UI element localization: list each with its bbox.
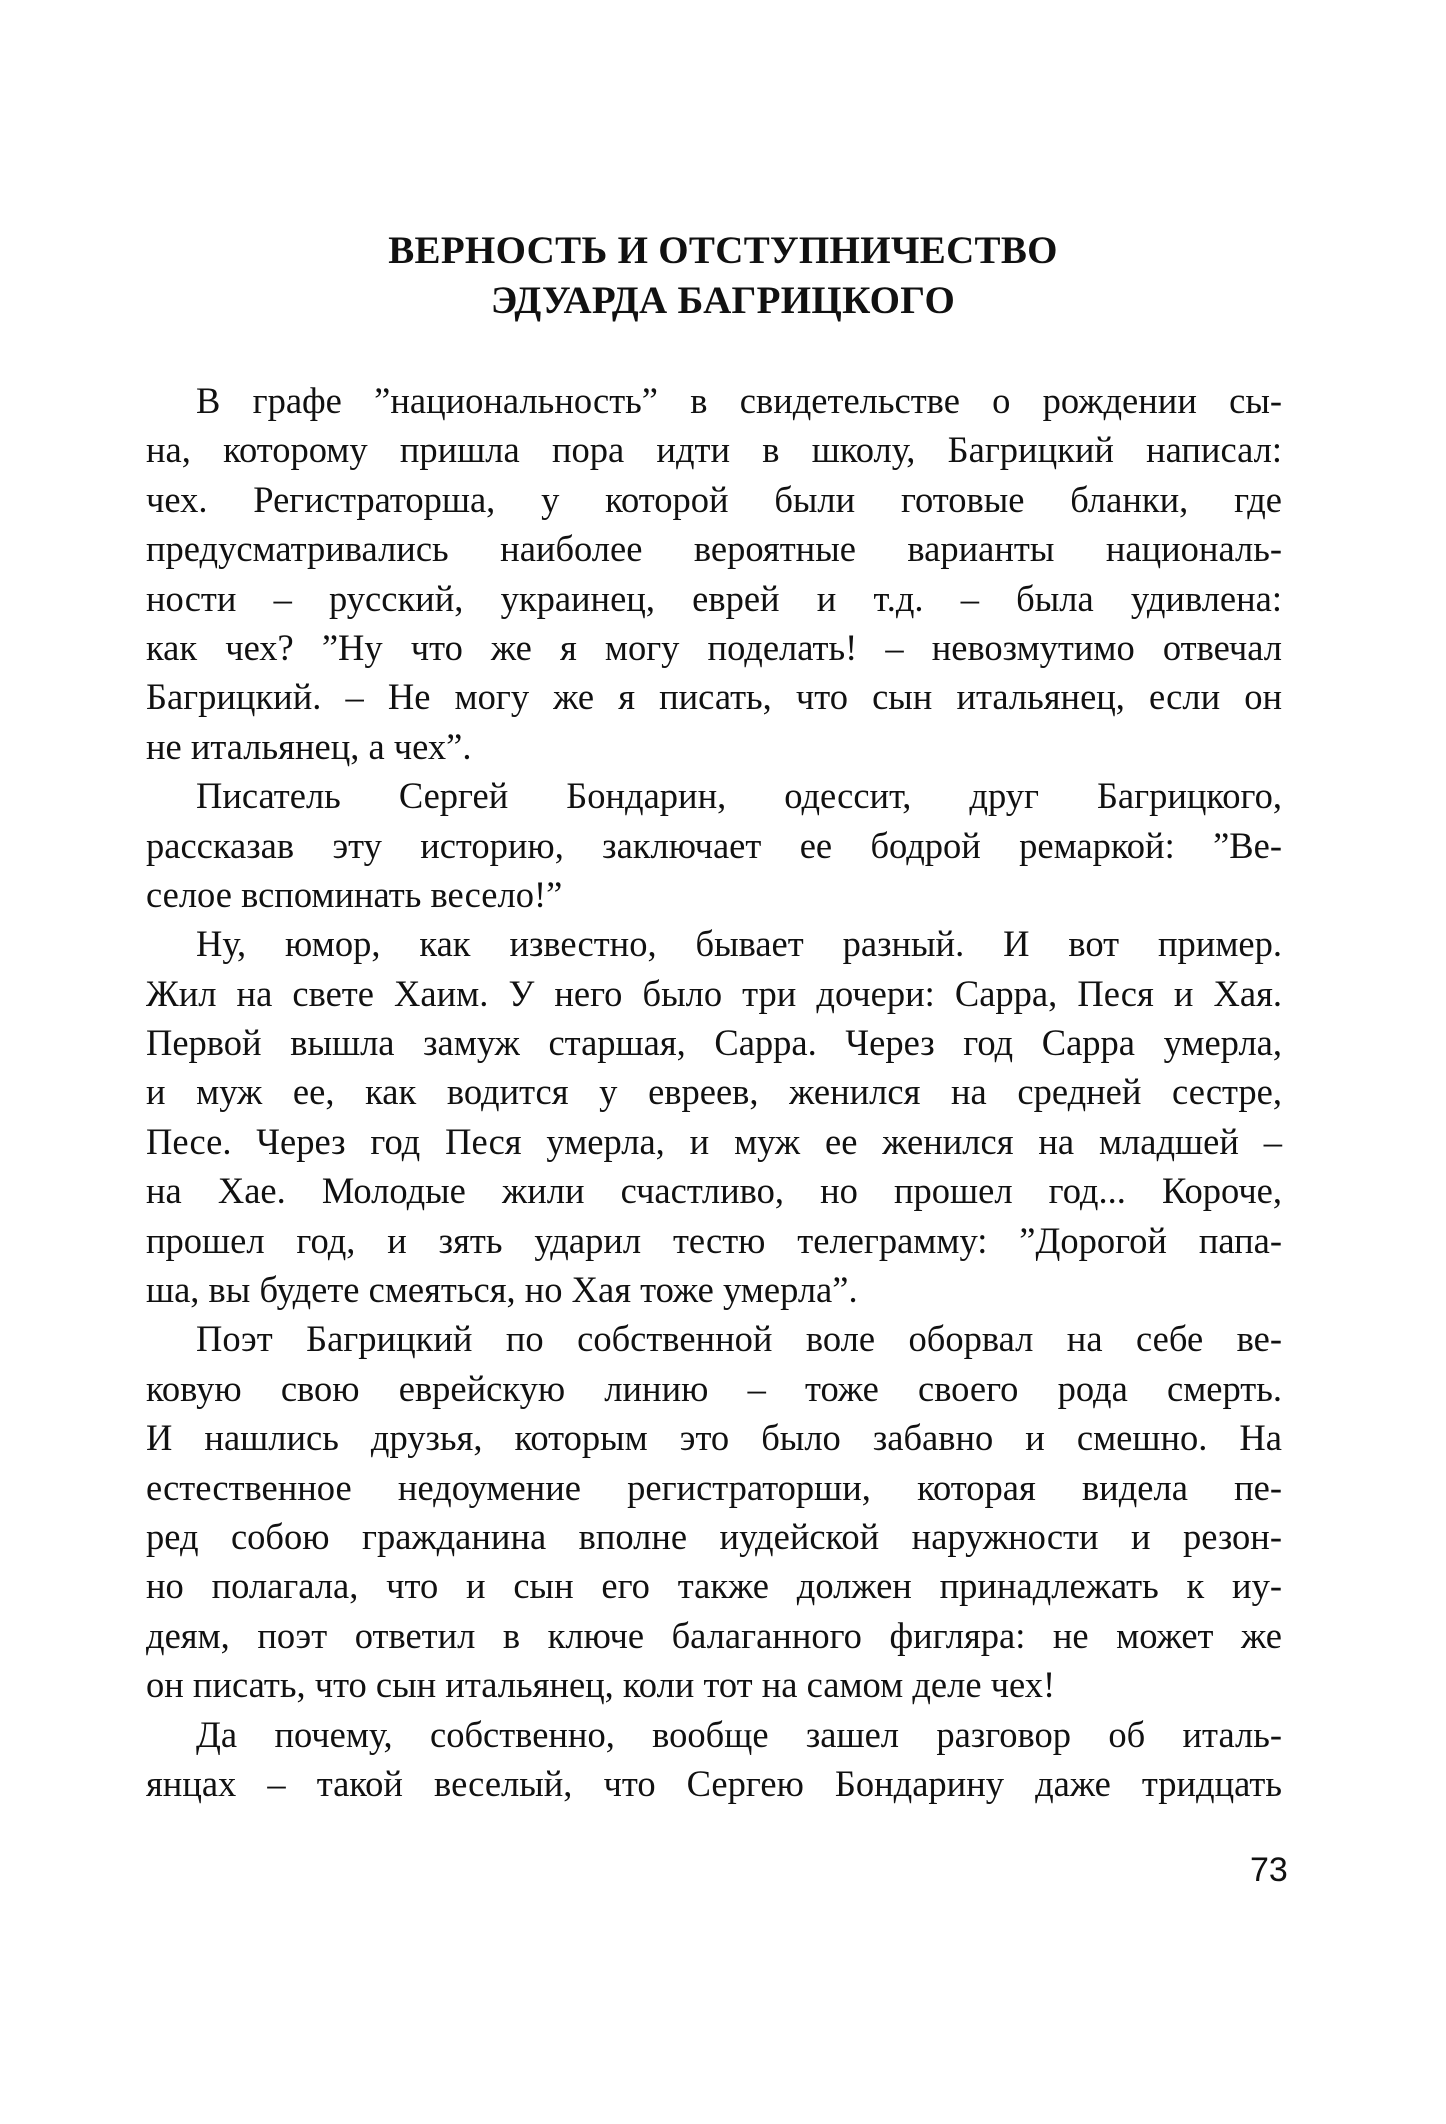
- chapter-title-line-2: ЭДУАРДА БАГРИЦКОГО: [490, 279, 956, 322]
- chapter-title: [0, 226, 1446, 326]
- paragraph-4: [146, 1314, 1282, 1709]
- text-line: предусматривались наиболее вероятные варианты националь-: [146, 528, 1282, 570]
- text-line: В графе ”национальность” в свидетельстве о рождении сы-: [196, 380, 1282, 421]
- text-line: естественное недоумение регистраторши, которая видела пе-: [146, 1466, 1282, 1508]
- paragraph-1: [146, 376, 1282, 771]
- paragraph-2: [146, 771, 1282, 919]
- text-line: чех. Регистраторша, у которой были готовые бланки, где: [146, 478, 1282, 520]
- paragraph-5: [146, 1710, 1282, 1809]
- page-number: 73: [1250, 1851, 1288, 1889]
- text-line: Жил на свете Хаим. У него было три дочери: Сарра, Песя и Хая.: [146, 972, 1282, 1014]
- text-line: на Хае. Молодые жили счастливо, но прошел год... Короче,: [146, 1170, 1282, 1212]
- text-line: ша, вы будете смеяться, но Хая тоже умерла”.: [146, 1269, 858, 1311]
- text-line: рассказав эту историю, заключает ее бодрой ремаркой: ”Ве-: [146, 824, 1282, 866]
- text-line: Первой вышла замуж старшая, Сарра. Через год Сарра умерла,: [146, 1022, 1282, 1064]
- text-line: ности – русский, украинец, еврей и т.д. – была удивлена:: [146, 577, 1282, 619]
- text-line: он писать, что сын итальянец, коли тот на самом деле чех!: [146, 1664, 1056, 1706]
- text-line: деям, поэт ответил в ключе балаганного фигляра: не может же: [146, 1614, 1282, 1656]
- text-line: Багрицкий. – Не могу же я писать, что сын итальянец, если он: [146, 676, 1282, 718]
- text-line: прошел год, и зять ударил тестю телеграмму: ”Дорогой папа-: [146, 1219, 1282, 1261]
- text-line: как чех? ”Ну что же я могу поделать! – невозмутимо отвечал: [146, 626, 1282, 668]
- body-text: [146, 376, 1282, 1808]
- text-line: не итальянец, а чех”.: [146, 725, 472, 767]
- text-line: селое вспоминать весело!”: [146, 873, 563, 915]
- text-line: Да почему, собственно, вообще зашел разговор об италь-: [196, 1713, 1282, 1755]
- text-line: янцах – такой веселый, что Сергею Бондарину даже тридцать: [146, 1762, 1282, 1804]
- paragraph-3: [146, 919, 1282, 1314]
- text-line: Писатель Сергей Бондарин, одессит, друг Багрицкого,: [196, 775, 1282, 817]
- chapter-title-line-1: ВЕРНОСТЬ И ОТСТУПНИЧЕСТВО: [388, 229, 1058, 272]
- text-line: ковую свою еврейскую линию – тоже своего рода смерть.: [146, 1367, 1282, 1409]
- text-line: но полагала, что и сын его также должен принадлежать к иу-: [146, 1565, 1282, 1607]
- text-line: Песе. Через год Песя умерла, и муж ее женился на младшей –: [146, 1120, 1282, 1162]
- text-line: на, которому пришла пора идти в школу, Багрицкий написал:: [146, 429, 1282, 471]
- text-line: Поэт Багрицкий по собственной воле оборвал на себе ве-: [196, 1318, 1282, 1360]
- text-line: И нашлись друзья, которым это было забавно и смешно. На: [146, 1417, 1282, 1459]
- text-line: и муж ее, как водится у евреев, женился на средней сестре,: [146, 1071, 1282, 1113]
- text-line: ред собою гражданина вполне иудейской наружности и резон-: [146, 1515, 1282, 1557]
- text-line: Ну, юмор, как известно, бывает разный. И вот пример.: [196, 923, 1282, 965]
